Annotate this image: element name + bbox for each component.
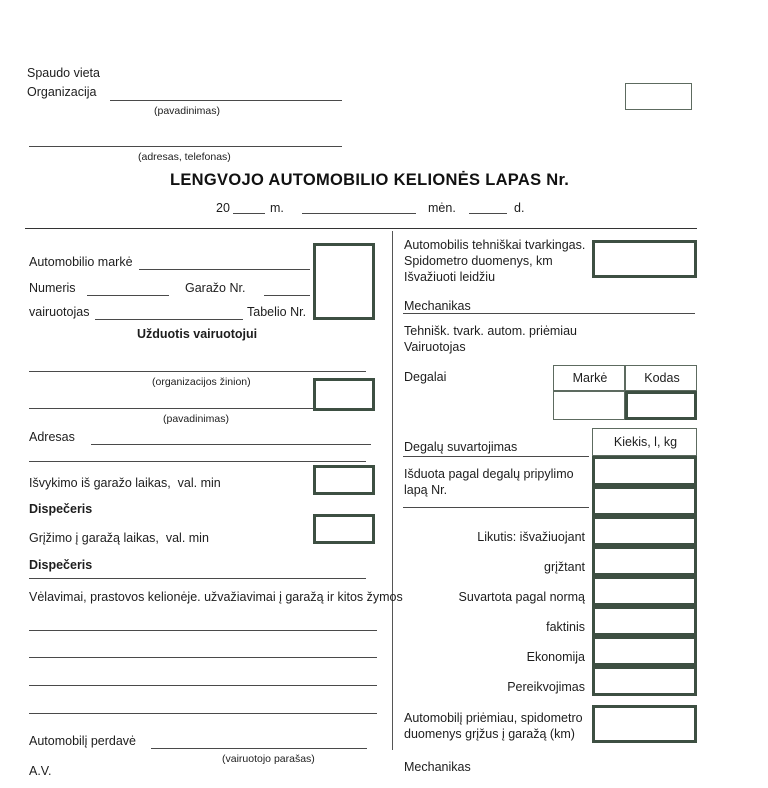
consumption-label: Degalų suvartojimas	[404, 440, 518, 454]
header-address-underline	[29, 146, 342, 147]
departure-section-rule	[29, 461, 366, 462]
task-line1-caption: (organizacijos žinion)	[152, 376, 251, 388]
handover-caption: (vairuotojo parašas)	[222, 753, 315, 765]
fuel-kodas-input[interactable]	[625, 391, 697, 420]
car-number-underline	[87, 295, 169, 296]
tab-number-box[interactable]	[313, 243, 375, 320]
fuel-marke-input[interactable]	[553, 391, 625, 420]
receive-line-2: duomenys grįžus į garažą (km)	[404, 727, 575, 741]
consumed-actual-label: faktinis	[546, 620, 585, 634]
consumed-norm-label: Suvartota pagal normą	[458, 590, 585, 604]
notes-label: Vėlavimai, prastovos kelionėje. užvažiavimai į garažą ir kitos žymos	[29, 590, 403, 604]
garage-number-label: Garažo Nr.	[185, 281, 246, 295]
issued-line-2: lapą Nr.	[404, 483, 448, 497]
notes-line-2-underline	[29, 657, 377, 658]
remainder-departure-cell[interactable]	[592, 516, 697, 546]
speedometer-out-box[interactable]	[592, 240, 697, 278]
driver-underline	[95, 319, 243, 320]
header-address-caption: (adresas, telefonas)	[138, 151, 231, 163]
fuel-header-marke	[553, 365, 625, 391]
date-year-prefix: 20	[216, 201, 230, 215]
accept-line-1: Tehnišk. tvark. autom. priėmiau	[404, 324, 577, 338]
date-day-underline	[469, 213, 507, 214]
garage-number-underline	[264, 295, 310, 296]
economy-label: Ekonomija	[526, 650, 585, 664]
fuel-label: Degalai	[404, 370, 447, 384]
fuel-header-marke-label: Markė	[572, 371, 608, 385]
driver-label: vairuotojas	[29, 305, 90, 319]
notes-line-1-underline	[29, 630, 377, 631]
notes-line-3-underline	[29, 685, 377, 686]
tech-ok-line-2: Spidometro duomenys, km	[404, 254, 553, 268]
receive-line-1: Automobilį priėmiau, spidometro	[404, 711, 583, 725]
dispatcher-2-label: Dispečeris	[29, 558, 93, 572]
departure-time-box[interactable]	[313, 465, 375, 495]
overuse-cell[interactable]	[592, 666, 697, 696]
speedometer-in-box[interactable]	[592, 705, 697, 743]
tech-ok-line-3: Išvažiuoti leidžiu	[404, 270, 496, 284]
remainder-departure-label: Likutis: išvažiuojant	[477, 530, 585, 544]
organization-caption: (pavadinimas)	[154, 105, 220, 117]
dispatcher-1-label: Dispečeris	[29, 502, 93, 516]
column-divider	[392, 231, 393, 750]
tab-number-label: Tabelio Nr.	[247, 305, 307, 319]
accept-line-2: Vairuotojas	[404, 340, 466, 354]
car-make-underline	[139, 269, 310, 270]
consumption-cell-2[interactable]	[592, 486, 697, 516]
date-month-suffix: mėn.	[428, 201, 456, 215]
organization-label: Organizacija	[27, 85, 97, 99]
overuse-label: Pereikvojimas	[507, 680, 585, 694]
remainder-return-label: grįžtant	[544, 560, 585, 574]
task-line2-caption: (pavadinimas)	[163, 413, 229, 425]
car-make-label: Automobilio markė	[29, 255, 133, 269]
stamp-place-label: Spaudo vieta	[27, 66, 100, 80]
date-year-underline	[233, 213, 265, 214]
date-year-suffix: m.	[270, 201, 284, 215]
issued-rule	[403, 507, 589, 508]
mechanic-1-underline	[403, 313, 695, 314]
consumption-label-underline	[403, 456, 589, 457]
handover-underline	[151, 748, 367, 749]
date-month-underline	[302, 213, 416, 214]
date-day-suffix: d.	[514, 201, 525, 215]
header-number-box[interactable]	[625, 83, 692, 110]
departure-time-label: Išvykimo iš garažo laikas, val. min	[29, 476, 221, 490]
economy-cell[interactable]	[592, 636, 697, 666]
consumption-amount-header	[592, 428, 697, 456]
consumption-amount-header-label: Kiekis, l, kg	[613, 435, 678, 449]
left-address-label: Adresas	[29, 430, 75, 444]
page-title: LENGVOJO AUTOMOBILIO KELIONĖS LAPAS Nr.	[170, 171, 570, 189]
consumed-actual-cell[interactable]	[592, 606, 697, 636]
remainder-return-cell[interactable]	[592, 546, 697, 576]
task-box[interactable]	[313, 378, 375, 411]
header-separator	[25, 228, 697, 229]
handover-label: Automobilį perdavė	[29, 734, 137, 748]
task-line2-underline	[29, 408, 337, 409]
return-time-label: Grįžimo į garažą laikas, val. min	[29, 531, 209, 545]
left-address-underline	[91, 444, 371, 445]
issued-line-1: Išduota pagal degalų pripylimo	[404, 467, 574, 481]
task-heading: Užduotis vairuotojui	[137, 327, 258, 341]
notes-line-4-underline	[29, 713, 377, 714]
consumed-norm-cell[interactable]	[592, 576, 697, 606]
car-number-label: Numeris	[29, 281, 76, 295]
fuel-header-kodas-label: Kodas	[644, 371, 680, 385]
organization-underline	[110, 100, 342, 101]
fuel-header-kodas	[625, 365, 697, 391]
tech-ok-line-1: Automobilis tehniškai tvarkingas.	[404, 238, 586, 252]
seal-label: A.V.	[29, 764, 52, 778]
consumption-cell-1[interactable]	[592, 456, 697, 486]
mechanic-2-label: Mechanikas	[404, 760, 471, 774]
task-line1-underline	[29, 371, 366, 372]
notes-section-rule	[29, 578, 366, 579]
return-time-box[interactable]	[313, 514, 375, 544]
mechanic-1-label: Mechanikas	[404, 299, 471, 313]
